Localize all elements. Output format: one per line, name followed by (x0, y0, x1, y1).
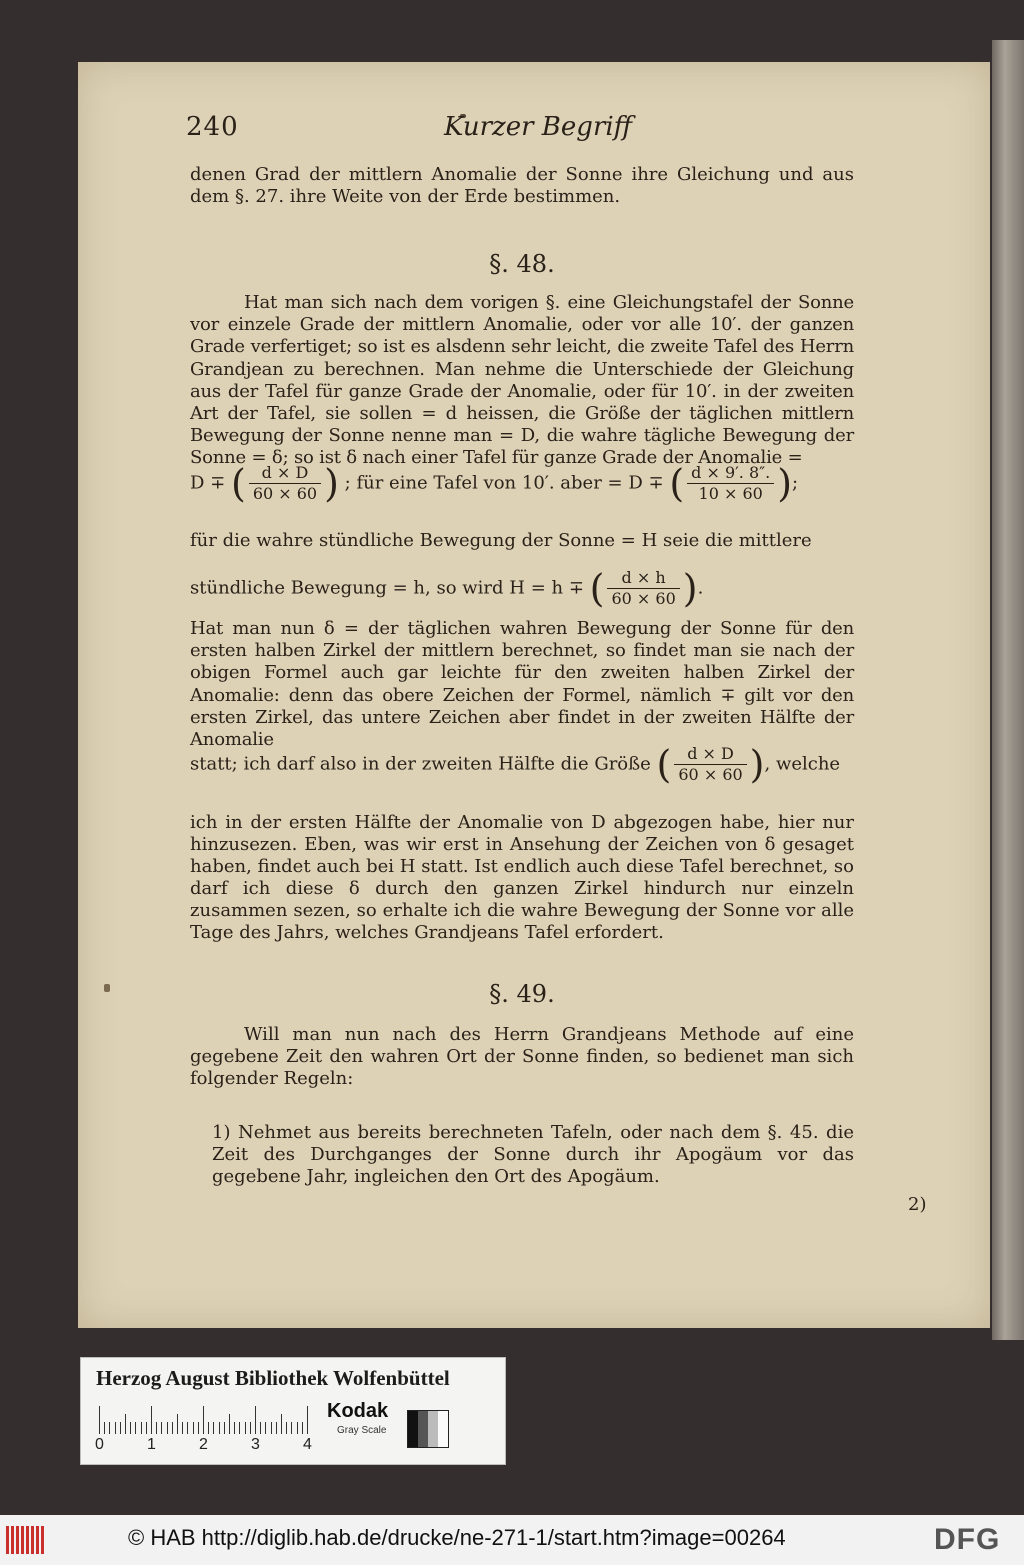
running-title: Kurzer Begriff (444, 112, 633, 142)
catchword: 2) (908, 1194, 927, 1215)
scale-numbers (95, 1436, 335, 1456)
ruler-tick (239, 1422, 240, 1434)
ruler-tick (281, 1414, 282, 1434)
formula-delta: D ∓ ( $\frac{d ⨯ D}{60 ⨯ 60}$ ) ; für eine Tafel von 10′. aber = D ∓ ( $\frac{d ⨯ 9'. 8''.}{10 ⨯ 60}$ ); (190, 461, 799, 506)
ruler-tick (286, 1422, 287, 1434)
dfg-logo: DFG (934, 1523, 1001, 1556)
fraction-2-denominator: 10 ⨯ 60 (698, 484, 763, 503)
fraction-hourly (607, 568, 679, 609)
ruler-tick (208, 1422, 209, 1434)
formula-second-half: statt; ich darf also in der zweiten Hälfte die Größe ( $\frac{d ⨯ D}{60 ⨯ 60}$ ), welche (190, 742, 841, 787)
formula-hourly-suffix: . (697, 577, 704, 599)
ruler-tick (125, 1414, 126, 1434)
ruler-tick (141, 1422, 142, 1434)
fraction-second-half (674, 744, 746, 785)
formula-hourly: stündliche Bewegung = h, so wird H = h ∓ ( $\frac{d ⨯ h}{60 ⨯ 60}$ ). (190, 566, 704, 611)
ruler-tick (99, 1406, 100, 1434)
continuation-paragraph: denen Grad der mittlern Anomalie der Sonne ihre Gleichung und aus dem §. 27. ihre Weite von der Erde bestimmen. (190, 164, 854, 207)
ruler-tick (130, 1422, 131, 1434)
library-name: Herzog August Bibliothek Wolfenbüttel (96, 1366, 450, 1390)
ruler-tick (177, 1414, 178, 1434)
footer-bar (0, 1515, 1024, 1565)
fraction-second-half-numerator: d ⨯ D (674, 744, 746, 765)
ruler-tick (120, 1422, 121, 1434)
section-48-paragraph-1: Hat man sich nach dem vorigen §. eine Gleichungstafel der Sonne vor einzele Grade der mittlern Anomalie, oder vor alle 10′. der ganzen Grade verfertiget; so ist es alsdenn sehr leicht, die zweite Tafel des Herrn Grandjean zu berechnen. Man nehme die Unterschiede der Gleichung aus der Tafel für ganze Grade der Anomalie, oder für 10′. in der zweiten Art der Tafel, sie sollen = d heissen, die Größe der täglichen mittlern Bewegung der Sonne nenne man = D, die wahre tägliche Bewegung der Sonne = δ; so ist δ nach einer Tafel für ganze Grade der Anomalie = (190, 292, 854, 469)
hourly-motion-line: für die wahre stündliche Bewegung der Sonne = H seie die mittlere (190, 530, 812, 551)
ruler-tick (276, 1422, 277, 1434)
ruler-tick (219, 1422, 220, 1434)
section-48-paragraph-2a: Hat man nun δ = der täglichen wahren Bewegung der Sonne für den ersten halben Zirkel der mittlern berechnet, so findet man sie nach der obigen Formel auch gar leichte für den zweiten halben Zirkel der Anomalie: denn das obere Zeichen der Formel, nämlich ∓ gilt vor den ersten Zirkel, das untere Zeichen aber findet in der zweiten Hälfte der Anomalie (190, 618, 854, 751)
kodak-brand: Kodak (327, 1400, 389, 1422)
ruler-tick (161, 1422, 162, 1434)
formula-second-half-prefix: statt; ich darf also in der zweiten Hälfte die Größe (190, 753, 651, 775)
ruler-tick (297, 1422, 298, 1434)
ruler-tick (182, 1422, 183, 1434)
ruler-tick (224, 1422, 225, 1434)
ruler-tick (104, 1422, 105, 1434)
ruler-tick (115, 1422, 116, 1434)
fraction-2 (687, 463, 774, 504)
library-label-card (80, 1357, 506, 1465)
section-48-paragraph-2b: ich in der ersten Hälfte der Anomalie von D abgezogen habe, hier nur hinzusezen. Eben, was wir erst in Ansehung der Zeichen von δ gesaget haben, findet auch bei H statt. Ist endlich auch diese Tafel berechnet, so darf ich diese δ durch den ganzen Zirkel hindurch nur einzeln zusammen sezen, so erhalte ich die wahre Bewegung der Sonne vor alle Tage des Jahrs, welches Grandjeans Tafel erfordert. (190, 812, 854, 943)
ruler-tick (265, 1422, 266, 1434)
ruler-tick (156, 1422, 157, 1434)
ruler-tick (234, 1422, 235, 1434)
fraction-1 (249, 463, 321, 504)
scale-number: 1 (147, 1436, 156, 1453)
copyright-link[interactable]: © HAB http://diglib.hab.de/drucke/ne-271-1/start.htm?image=00264 (128, 1525, 786, 1550)
ruler-tick (229, 1414, 230, 1434)
gray-scale-label: Gray Scale (337, 1425, 387, 1436)
ruler-tick (271, 1422, 272, 1434)
scale-number: 4 (303, 1436, 312, 1453)
formula-second-half-suffix: , welche (764, 753, 841, 775)
ruler-tick (307, 1406, 308, 1434)
formula-middle: ; für eine Tafel von 10′. aber = D ∓ (344, 472, 664, 494)
formula-prefix: D ∓ (190, 472, 226, 494)
ruler-tick (291, 1422, 292, 1434)
ruler-tick (135, 1422, 136, 1434)
ruler-tick (193, 1422, 194, 1434)
scale-number: 2 (199, 1436, 208, 1453)
ruler-tick (213, 1422, 214, 1434)
formula-hourly-prefix: stündliche Bewegung = h, so wird H = h ∓ (190, 577, 584, 599)
fraction-hourly-denominator: 60 ⨯ 60 (611, 589, 676, 608)
formula-suffix: ; (792, 472, 799, 494)
ruler-tick (151, 1406, 152, 1434)
ruler-tick (146, 1422, 147, 1434)
fraction-1-denominator: 60 ⨯ 60 (252, 484, 318, 503)
scale-ruler (99, 1404, 315, 1434)
scale-number: 3 (251, 1436, 260, 1453)
library-logo-icon (6, 1526, 48, 1554)
ruler-tick (255, 1406, 256, 1434)
margin-mark (104, 984, 110, 992)
fraction-second-half-denominator: 60 ⨯ 60 (678, 765, 743, 784)
ruler-tick (302, 1422, 303, 1434)
section-48-heading: §. 48. (489, 250, 555, 278)
ruler-tick (109, 1422, 110, 1434)
ruler-tick (203, 1406, 204, 1434)
ruler-tick (187, 1422, 188, 1434)
ruler-tick (250, 1422, 251, 1434)
ruler-tick (245, 1422, 246, 1434)
ruler-tick (260, 1422, 261, 1434)
ruler-tick (198, 1422, 199, 1434)
page-number: 240 (186, 112, 239, 142)
section-49-paragraph: Will man nun nach des Herrn Grandjeans Methode auf eine gegebene Zeit den wahren Ort der Sonne finden, so bedienet man sich folgender Regeln: (190, 1024, 854, 1089)
fraction-2-numerator: d ⨯ 9′. 8″. (687, 463, 774, 484)
fraction-hourly-numerator: d ⨯ h (607, 568, 679, 589)
scale-number: 0 (95, 1436, 104, 1453)
gray-scale-patch (407, 1410, 449, 1448)
rule-1: 1) Nehmet aus bereits berechneten Tafeln, oder nach dem §. 45. die Zeit des Durchganges der Sonne durch ihr Apogäum vor das gegebene Jahr, ingleichen den Ort des Apogäum. (212, 1122, 854, 1187)
section-49-heading: §. 49. (489, 980, 555, 1008)
book-edge (992, 40, 1024, 1340)
ruler-tick (172, 1422, 173, 1434)
ruler-tick (167, 1422, 168, 1434)
fraction-1-numerator: d ⨯ D (249, 463, 321, 484)
